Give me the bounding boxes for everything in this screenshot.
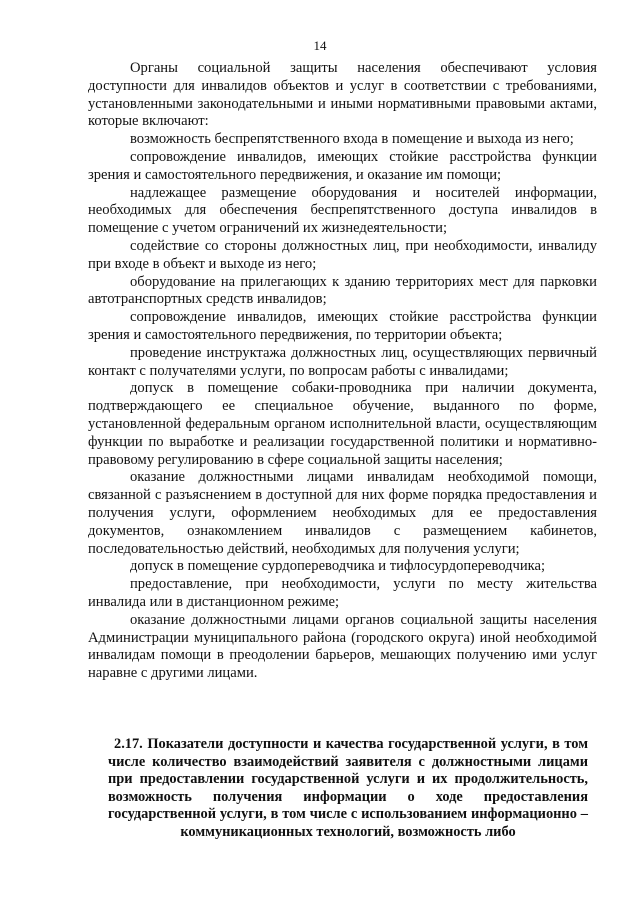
paragraph-staff-briefing: проведение инструктажа должностных лиц, осуществляющих первичный контакт с получателями услуги, по вопросам работы с инвалидами;: [88, 344, 597, 379]
paragraph-sign-interpreter: допуск в помещение сурдопереводчика и тифлосурдопереводчика;: [130, 558, 546, 575]
paragraph-equipment-placement: надлежащее размещение оборудования и носителей информации, необходимых для обеспечения беспрепятственного доступа инвалидов в помещение с учетом ограничений их жизнедеятельности;: [88, 184, 597, 237]
body-text: [88, 60, 597, 683]
paragraph-guide-dog: допуск в помещение собаки-проводника при наличии документа, подтверждающего ее специальное обучение, выданного по форме, установленной федеральным органом исполнительной власти, осуществляющим функции по выработке и реализации государственной политики и нормативно-правовому регулированию в сфере социальной защиты населения;: [88, 380, 597, 468]
paragraph-escort-assistance: сопровождение инвалидов, имеющих стойкие расстройства функции зрения и самостоятельного передвижения, и оказание им помощи;: [88, 148, 597, 183]
paragraph-official-assistance: содействие со стороны должностных лиц, при необходимости, инвалиду при входе в объект и выходе из него;: [88, 237, 597, 272]
paragraph-intro: Органы социальной защиты населения обеспечивают условия доступности для инвалидов объектов и услуг в соответствии с требованиями, установленными законодательными и иными нормативными правовыми актами, которые включают:: [88, 60, 597, 130]
paragraph-parking: оборудование на прилегающих к зданию территориях мест для парковки автотранспортных средств инвалидов;: [88, 273, 597, 308]
paragraph-barrier-help: оказание должностными лицами органов социальной защиты населения Администрации муниципального района (городского округа) иной необходимой инвалидам помощи в преодолении барьеров, мешающих получению ими услуг наравне с другими лицами.: [88, 611, 597, 682]
paragraph-remote-service: предоставление, при необходимости, услуги по месту жительства инвалида или в дистанционном режиме;: [88, 576, 597, 610]
paragraph-escort-territory: сопровождение инвалидов, имеющих стойкие расстройства функции зрения и самостоятельного передвижения, по территории объекта;: [88, 309, 597, 343]
paragraph-entrance-access: возможность беспрепятственного входа в помещение и выхода из него;: [130, 131, 574, 148]
paragraph-explanation-help: оказание должностными лицами инвалидам необходимой помощи, связанной с разъяснением в доступной для них форме порядка предоставления и получения услуги, оформлением необходимых для ее предоставления документов, ознакомлением инвалидов с размещением кабинетов, последовательностью действий, необходимых для получения услуги;: [88, 469, 597, 557]
page-number: 14: [313, 38, 327, 53]
section-heading: 2.17. Показатели доступности и качества государственной услуги, в том числе количество взаимодействий заявителя с должностными лицами при предоставлении государственной услуги и их продолжительность, возможность получения информации о ходе предоставления государственной услуги, в том числе с использованием информационно – коммуникационных технологий, возможность либо: [108, 736, 588, 840]
